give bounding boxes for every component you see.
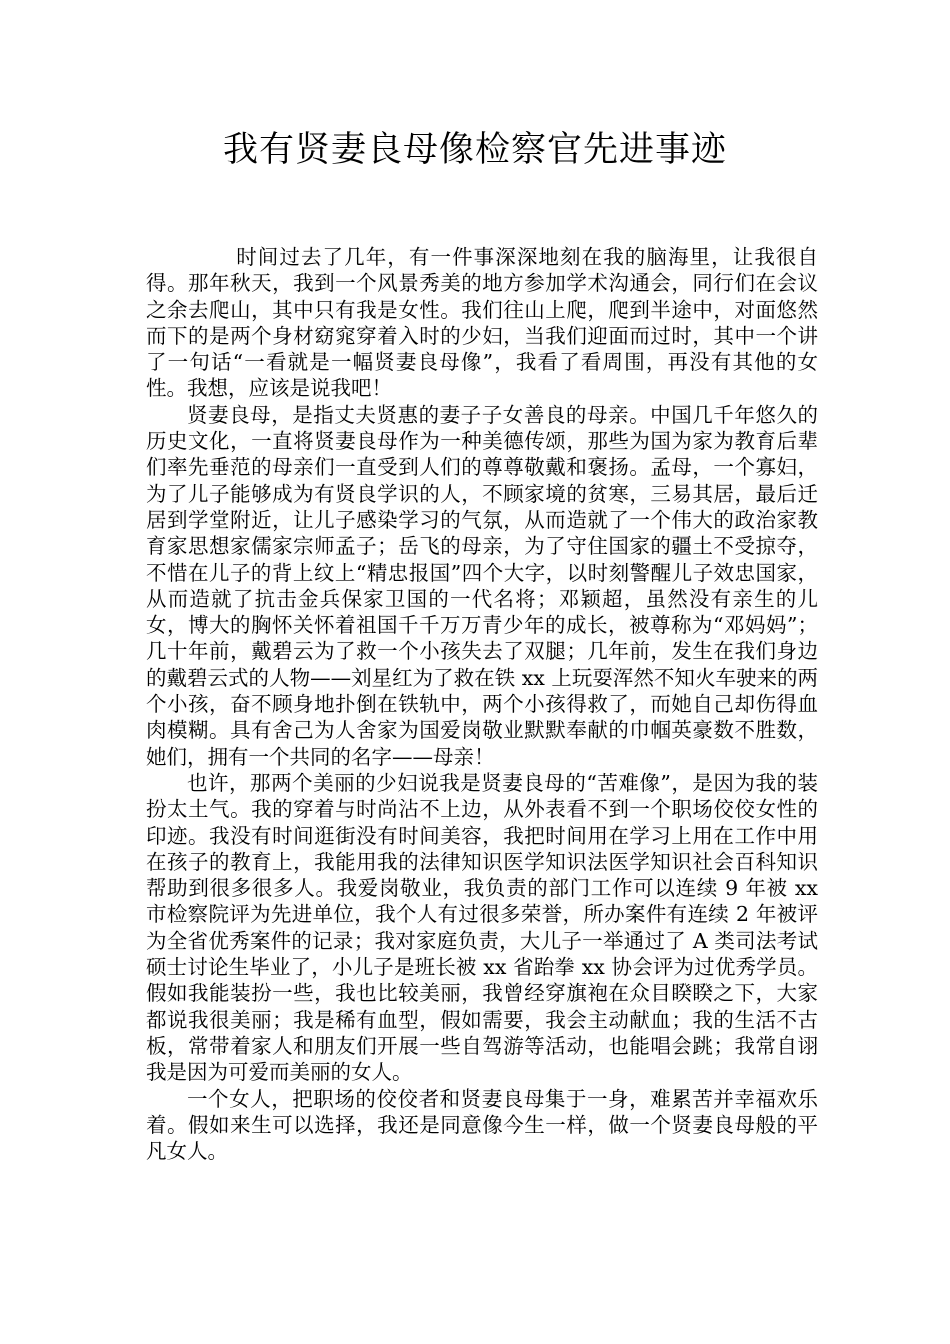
document-body: [146, 244, 818, 1164]
paragraph-3: 也许，那两个美丽的少妇说我是贤妻良母的“苦难像”，是因为我的装扮太土气。我的穿着与时尚沾不上边，从外表看不到一个职场佼佼女性的印迹。我没有时间逛街没有时间美容，我把时间用在学习上用在工作中用在孩子的教育上，我能用我的法律知识医学知识法医学知识社会百科知识帮助到很多很多人。我爱岗敬业，我负责的部门工作可以连续 9 年被 xx 市检察院评为先进单位，我个人有过很多荣誉，所办案件有连续 2 年被评为全省优秀案件的记录；我对家庭负责，大儿子一举通过了 A 类司法考试硕士讨论生毕业了，小儿子是班长被 xx 省跆拳 xx 协会评为过优秀学员。假如我能装扮一些，我也比较美丽，我曾经穿旗袍在众目睽睽之下，大家都说我很美丽；我是稀有血型，假如需要，我会主动献血；我的生活不古板，常带着家人和朋友们开展一些自驾游等活动，也能唱会跳；我常自诩我是因为可爱而美丽的女人。: [146, 770, 818, 1085]
paragraph-2: 贤妻良母，是指丈夫贤惠的妻子子女善良的母亲。中国几千年悠久的历史文化，一直将贤妻良母作为一种美德传颂，那些为国为家为教育后辈们率先垂范的母亲们一直受到人们的尊尊敬戴和褒扬。孟母，一个寡妇，为了儿子能够成为有贤良学识的人，不顾家境的贫寒，三易其居，最后迁居到学堂附近，让儿子感染学习的气氛，从而造就了一个伟大的政治家教育家思想家儒家宗师孟子；岳飞的母亲，为了守住国家的疆土不受掠夺，不惜在儿子的背上纹上“精忠报国”四个大字，以时刻警醒儿子效忠国家，从而造就了抗击金兵保家卫国的一代名将；邓颖超，虽然没有亲生的儿女，博大的胸怀关怀着祖国千千万万青少年的成长，被尊称为“邓妈妈”；几十年前，戴碧云为了救一个小孩失去了双腿；几年前，发生在我们身边的戴碧云式的人物——刘星红为了救在铁 xx 上玩耍浑然不知火车驶来的两个小孩，奋不顾身地扑倒在铁轨中，两个小孩得救了，而她自己却伤得血肉模糊。具有舍己为人舍家为国爱岗敬业默默奉献的巾帼英豪数不胜数，她们，拥有一个共同的名字——母亲！: [146, 402, 818, 769]
document-title: 我有贤妻良母像检察官先进事迹: [222, 130, 727, 170]
paragraph-4: 一个女人，把职场的佼佼者和贤妻良母集于一身，难累苦并幸福欢乐着。假如来生可以选择，我还是同意像今生一样，做一个贤妻良母般的平凡女人。: [146, 1086, 818, 1164]
paragraph-1: 时间过去了几年，有一件事深深地刻在我的脑海里，让我很自得。那年秋天，我到一个风景秀美的地方参加学术沟通会，同行们在会议之余去爬山，其中只有我是女性。我们往山上爬，爬到半途中，对面悠然而下的是两个身材窈窕穿着入时的少妇，当我们迎面而过时，其中一个讲了一句话“一看就是一幅贤妻良母像”，我看了看周围，再没有其他的女性。我想，应该是说我吧！: [146, 245, 818, 401]
